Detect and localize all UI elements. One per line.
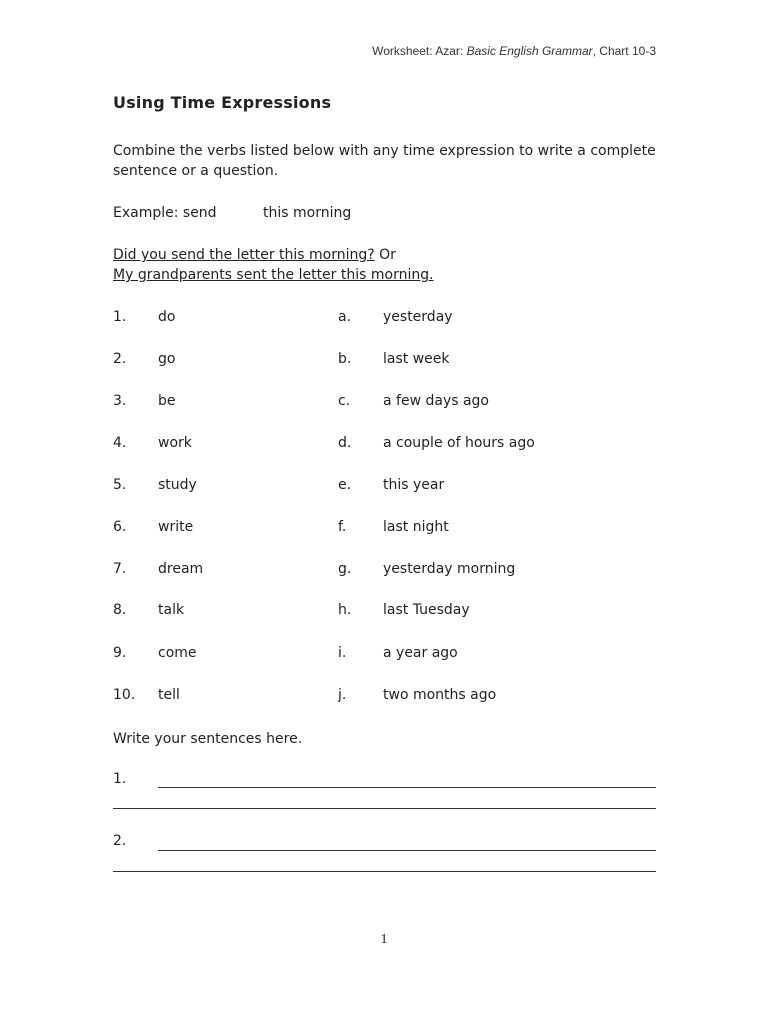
list-item <box>113 645 673 665</box>
item-verb: write <box>158 519 194 535</box>
item-letter: b. <box>338 351 352 367</box>
item-verb: be <box>158 393 176 409</box>
model-answer-statement: My grandparents sent the letter this morning. <box>113 267 434 283</box>
item-time-expression: two months ago <box>383 687 497 703</box>
item-letter: j. <box>338 687 347 703</box>
item-time-expression: a few days ago <box>383 393 489 409</box>
item-time-expression: yesterday <box>383 309 453 325</box>
page-header <box>372 44 656 58</box>
list-item <box>113 519 673 539</box>
example-label: Example: send <box>113 205 217 221</box>
item-verb: work <box>158 435 192 451</box>
item-verb: go <box>158 351 176 367</box>
item-verb: study <box>158 477 197 493</box>
worksheet-title: Using Time Expressions <box>113 93 332 112</box>
item-verb: come <box>158 645 197 661</box>
model-answers <box>113 245 434 285</box>
model-answer-or: Or <box>374 247 396 263</box>
item-letter: e. <box>338 477 352 493</box>
list-item <box>113 435 673 455</box>
write-instructions: Write your sentences here. <box>113 731 303 747</box>
item-letter: h. <box>338 602 352 618</box>
header-suffix: , Chart 10-3 <box>592 44 656 58</box>
answer-number: 2. <box>113 833 127 849</box>
item-time-expression: this year <box>383 477 445 493</box>
list-item <box>113 393 673 413</box>
answer-line[interactable] <box>113 808 656 809</box>
item-letter: g. <box>338 561 352 577</box>
instructions-text: Combine the verbs listed below with any time expression to write a complete sentence or a question. <box>113 143 656 179</box>
item-number: 4. <box>113 435 127 451</box>
header-prefix: Worksheet: Azar: <box>372 44 467 58</box>
item-number: 8. <box>113 602 127 618</box>
answer-line[interactable] <box>158 850 656 851</box>
item-letter: i. <box>338 645 347 661</box>
list-item <box>113 351 673 371</box>
item-verb: tell <box>158 687 180 703</box>
item-number: 6. <box>113 519 127 535</box>
list-item <box>113 561 673 581</box>
answer-line[interactable] <box>158 787 656 788</box>
item-number: 1. <box>113 309 127 325</box>
model-answer-question: Did you send the letter this morning? <box>113 247 375 263</box>
list-item <box>113 477 673 497</box>
item-verb: talk <box>158 602 185 618</box>
list-item <box>113 687 673 707</box>
item-time-expression: last night <box>383 519 449 535</box>
answer-line[interactable] <box>113 871 656 872</box>
page-number: 1 <box>380 932 388 947</box>
item-letter: f. <box>338 519 347 535</box>
item-time-expression: a couple of hours ago <box>383 435 535 451</box>
item-time-expression: last week <box>383 351 450 367</box>
item-verb: do <box>158 309 176 325</box>
item-letter: a. <box>338 309 352 325</box>
item-number: 3. <box>113 393 127 409</box>
item-verb: dream <box>158 561 204 577</box>
header-book-title: Basic English Grammar <box>466 44 593 58</box>
list-item <box>113 309 673 329</box>
item-number: 10. <box>113 687 136 703</box>
item-number: 7. <box>113 561 127 577</box>
example-line <box>113 203 352 223</box>
list-item <box>113 602 673 622</box>
item-number: 5. <box>113 477 127 493</box>
item-letter: d. <box>338 435 352 451</box>
item-number: 9. <box>113 645 127 661</box>
item-letter: c. <box>338 393 351 409</box>
item-number: 2. <box>113 351 127 367</box>
example-time-expression: this morning <box>263 205 352 221</box>
item-time-expression: a year ago <box>383 645 458 661</box>
item-time-expression: yesterday morning <box>383 561 516 577</box>
item-time-expression: last Tuesday <box>383 602 470 618</box>
answer-number: 1. <box>113 771 127 787</box>
